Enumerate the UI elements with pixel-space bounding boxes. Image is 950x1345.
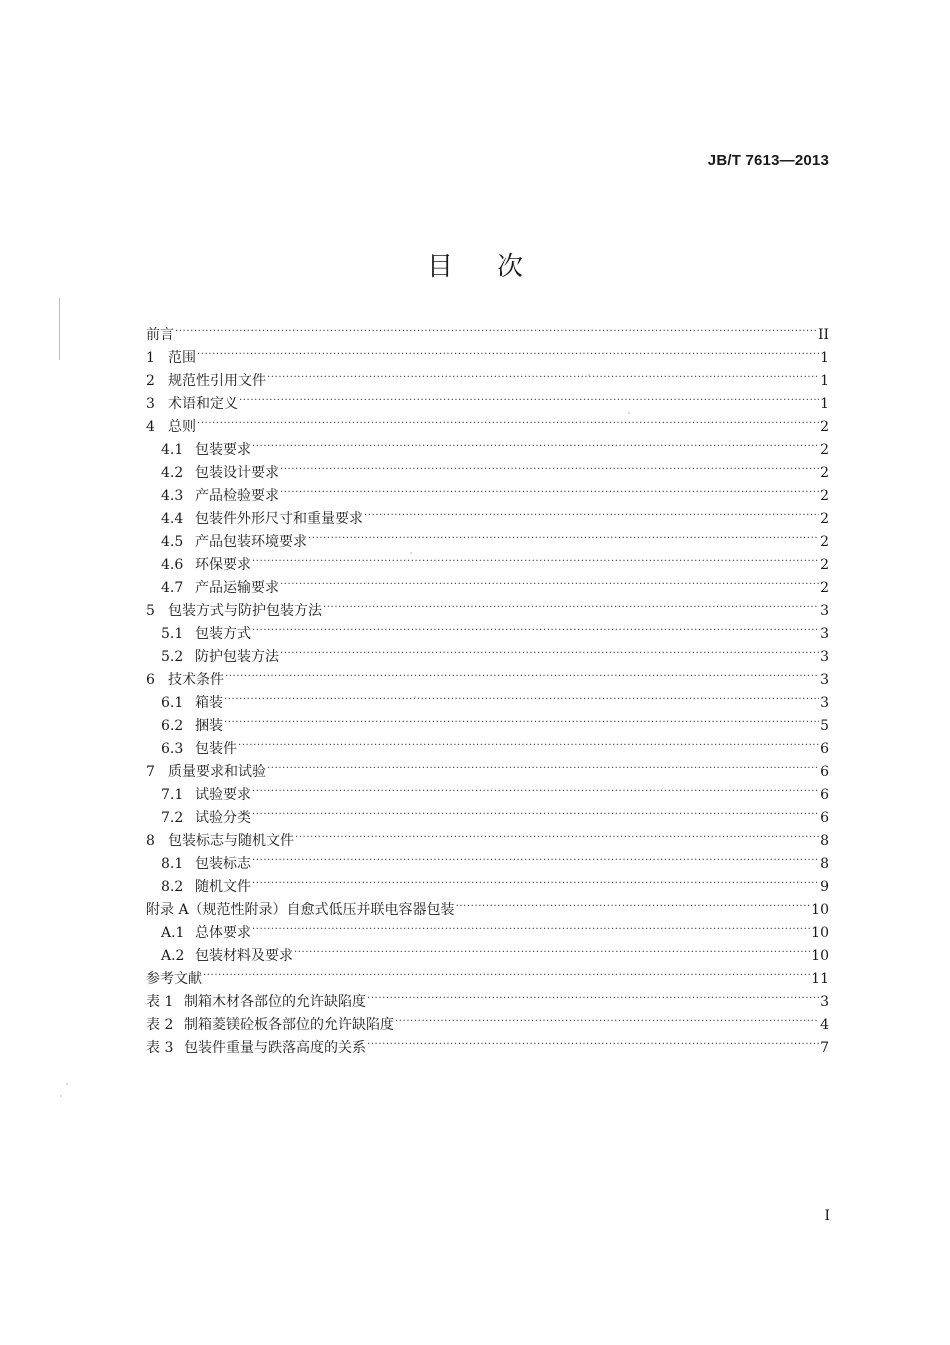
toc-entry-label: 产品检验要求 — [195, 488, 279, 504]
toc-entry-number: 6 — [146, 672, 155, 688]
toc-dot-leader — [308, 523, 819, 546]
scan-speck — [60, 1095, 62, 1097]
toc-entry[interactable] — [146, 983, 829, 1010]
toc-dot-leader — [252, 868, 819, 891]
scan-speck — [414, 696, 416, 698]
toc-entry-page: 3 — [820, 603, 829, 619]
toc-entry-page: 6 — [820, 787, 829, 803]
toc-entry-number: 6.2 — [161, 718, 184, 734]
toc-entry-number: 4 — [146, 419, 155, 435]
toc-dot-leader — [203, 960, 810, 983]
toc-dot-leader — [295, 822, 819, 845]
toc-entry-label: 产品包装环境要求 — [195, 534, 307, 550]
toc-entry-page: 11 — [811, 971, 829, 987]
toc-entry-page: 2 — [820, 465, 829, 481]
toc-dot-leader — [175, 316, 817, 339]
toc-entry-page: 10 — [811, 948, 829, 964]
toc-entry-page: 8 — [820, 833, 829, 849]
toc-dot-leader — [395, 1006, 819, 1029]
toc-entry-label: 产品运输要求 — [195, 580, 279, 596]
toc-entry-page: 3 — [820, 626, 829, 642]
toc-entry[interactable] — [146, 661, 829, 688]
page-number: I — [824, 1208, 830, 1224]
scan-speck — [410, 552, 412, 554]
toc-entry-label: 总体要求 — [195, 925, 251, 941]
toc-dot-leader — [224, 707, 819, 730]
toc-entry-label: 捆装 — [195, 718, 223, 734]
toc-entry-label: 范围 — [168, 350, 196, 366]
toc-entry-page: 4 — [820, 1017, 829, 1033]
toc-entry-number: 5 — [146, 603, 155, 619]
toc-entry-page: 10 — [811, 902, 829, 918]
toc-entry-page: 2 — [820, 442, 829, 458]
toc-entry-page: 5 — [820, 718, 829, 734]
toc-dot-leader — [456, 891, 811, 914]
toc-dot-leader — [197, 408, 819, 431]
toc-entry-number: 表 1 — [146, 994, 174, 1010]
toc-entry-page: 6 — [820, 764, 829, 780]
toc-entry[interactable] — [146, 316, 829, 343]
toc-dot-leader — [280, 638, 819, 661]
toc-dot-leader — [252, 776, 819, 799]
toc-entry-label: 制箱木材各部位的允许缺陷度 — [184, 994, 366, 1010]
toc-entry-page: 2 — [820, 557, 829, 573]
toc-entry-number: 2 — [146, 373, 155, 389]
toc-dot-leader — [367, 1029, 819, 1052]
toc-entry-label: 参考文献 — [146, 971, 202, 987]
toc-entry-label: 质量要求和试验 — [168, 764, 266, 780]
toc-entry-number: 5.2 — [161, 649, 184, 665]
toc-entry-page: 2 — [820, 419, 829, 435]
toc-dot-leader — [197, 339, 819, 362]
toc-entry[interactable] — [146, 431, 829, 458]
toc-entry-number: 3 — [146, 396, 155, 412]
toc-dot-leader — [252, 546, 819, 569]
toc-entry-page: 2 — [820, 511, 829, 527]
toc-entry-page: II — [817, 327, 829, 343]
toc-dot-leader — [252, 799, 819, 822]
toc-entry-page: 7 — [820, 1040, 829, 1056]
toc-entry-number: 表 3 — [146, 1040, 174, 1056]
toc-dot-leader — [225, 661, 819, 684]
toc-entry-label: 包装件重量与跌落高度的关系 — [184, 1040, 366, 1056]
toc-entry-number: 7.1 — [161, 787, 184, 803]
toc-entry-page: 10 — [811, 925, 829, 941]
toc-entry-label: 包装设计要求 — [195, 465, 279, 481]
toc-entry-number: 4.7 — [161, 580, 184, 596]
toc-dot-leader — [239, 385, 819, 408]
toc-dot-leader — [238, 730, 819, 753]
toc-entry-page: 2 — [820, 580, 829, 596]
toc-entry[interactable] — [146, 707, 829, 734]
toc-entry-number: A.2 — [161, 948, 185, 964]
toc-entry-number: 4.1 — [161, 442, 184, 458]
toc-entry-number: A.1 — [161, 925, 185, 941]
toc-entry-number: 4.4 — [161, 511, 184, 527]
toc-entry-label: 附录 A（规范性附录）自愈式低压并联电容器包装 — [146, 902, 455, 918]
toc-entry-page: 6 — [820, 810, 829, 826]
toc-entry-label: 制箱菱镁砼板各部位的允许缺陷度 — [184, 1017, 394, 1033]
toc-dot-leader — [267, 362, 819, 385]
toc-entry-label: 随机文件 — [195, 879, 251, 895]
toc-dot-leader — [280, 454, 819, 477]
toc-entry-label: 防护包装方法 — [195, 649, 279, 665]
toc-entry-number: 8.1 — [161, 856, 184, 872]
toc-entry-number: 8.2 — [161, 879, 184, 895]
scan-margin-mark — [59, 298, 60, 360]
toc-entry-number: 表 2 — [146, 1017, 174, 1033]
toc-entry-label: 试验分类 — [195, 810, 251, 826]
toc-dot-leader — [252, 431, 819, 454]
toc-entry-page: 1 — [820, 350, 829, 366]
toc-entry-label: 总则 — [168, 419, 196, 435]
toc-entry-label: 包装材料及要求 — [195, 948, 293, 964]
toc-entry-label: 前言 — [146, 327, 174, 343]
toc-entry[interactable] — [146, 385, 829, 412]
toc-entry-page: 2 — [820, 534, 829, 550]
toc-entry-number: 8 — [146, 833, 155, 849]
toc-dot-leader — [252, 914, 810, 937]
toc-dot-leader — [267, 753, 819, 776]
toc-entry-page: 3 — [820, 695, 829, 711]
toc-entry-label: 环保要求 — [195, 557, 251, 573]
toc-entry-page: 3 — [820, 994, 829, 1010]
toc-entry-number: 6.3 — [161, 741, 184, 757]
toc-entry-number: 4.6 — [161, 557, 184, 573]
toc-entry-page: 1 — [820, 396, 829, 412]
toc-dot-leader — [252, 615, 819, 638]
toc-entry-page: 6 — [820, 741, 829, 757]
toc-entry-label: 包装要求 — [195, 442, 251, 458]
table-of-contents — [146, 316, 829, 1056]
toc-entry-number: 6.1 — [161, 695, 184, 711]
page-title: 目次 — [426, 252, 567, 282]
toc-entry-label: 术语和定义 — [168, 396, 238, 412]
toc-dot-leader — [252, 845, 819, 868]
toc-entry-page: 1 — [820, 373, 829, 389]
toc-entry-label: 包装方式 — [195, 626, 251, 642]
toc-dot-leader — [294, 937, 810, 960]
toc-entry-label: 箱装 — [195, 695, 223, 711]
toc-entry-page: 2 — [820, 488, 829, 504]
toc-dot-leader — [364, 500, 819, 523]
toc-dot-leader — [367, 983, 819, 1006]
scan-speck — [588, 374, 590, 376]
toc-dot-leader — [280, 477, 819, 500]
toc-entry-label: 规范性引用文件 — [168, 373, 266, 389]
toc-entry-number: 1 — [146, 350, 155, 366]
toc-entry-label: 包装标志与随机文件 — [168, 833, 294, 849]
toc-entry-page: 9 — [820, 879, 829, 895]
scan-speck — [66, 1083, 68, 1085]
toc-entry-label: 包装件外形尺寸和重量要求 — [195, 511, 363, 527]
toc-entry-number: 4.5 — [161, 534, 184, 550]
toc-entry-number: 7 — [146, 764, 155, 780]
toc-entry-page: 3 — [820, 649, 829, 665]
toc-entry[interactable] — [146, 753, 829, 780]
toc-entry-label: 包装标志 — [195, 856, 251, 872]
toc-entry[interactable] — [146, 339, 829, 366]
toc-entry[interactable] — [146, 730, 829, 757]
toc-entry-label: 技术条件 — [168, 672, 224, 688]
toc-entry-number: 7.2 — [161, 810, 184, 826]
toc-entry-page: 3 — [820, 672, 829, 688]
toc-entry-number: 4.3 — [161, 488, 184, 504]
toc-entry-label: 包装方式与防护包装方法 — [168, 603, 322, 619]
toc-entry[interactable] — [146, 408, 829, 435]
toc-entry[interactable] — [146, 684, 829, 711]
toc-entry[interactable] — [146, 960, 829, 987]
toc-entry-number: 5.1 — [161, 626, 184, 642]
toc-entry-label: 包装件 — [195, 741, 237, 757]
scan-speck — [628, 412, 630, 414]
toc-dot-leader — [280, 569, 819, 592]
toc-dot-leader — [224, 684, 819, 707]
toc-entry-label: 试验要求 — [195, 787, 251, 803]
document-code: JB/T 7613—2013 — [707, 152, 829, 169]
toc-entry[interactable] — [146, 362, 829, 389]
toc-dot-leader — [323, 592, 819, 615]
toc-entry-page: 8 — [820, 856, 829, 872]
toc-entry-number: 4.2 — [161, 465, 184, 481]
